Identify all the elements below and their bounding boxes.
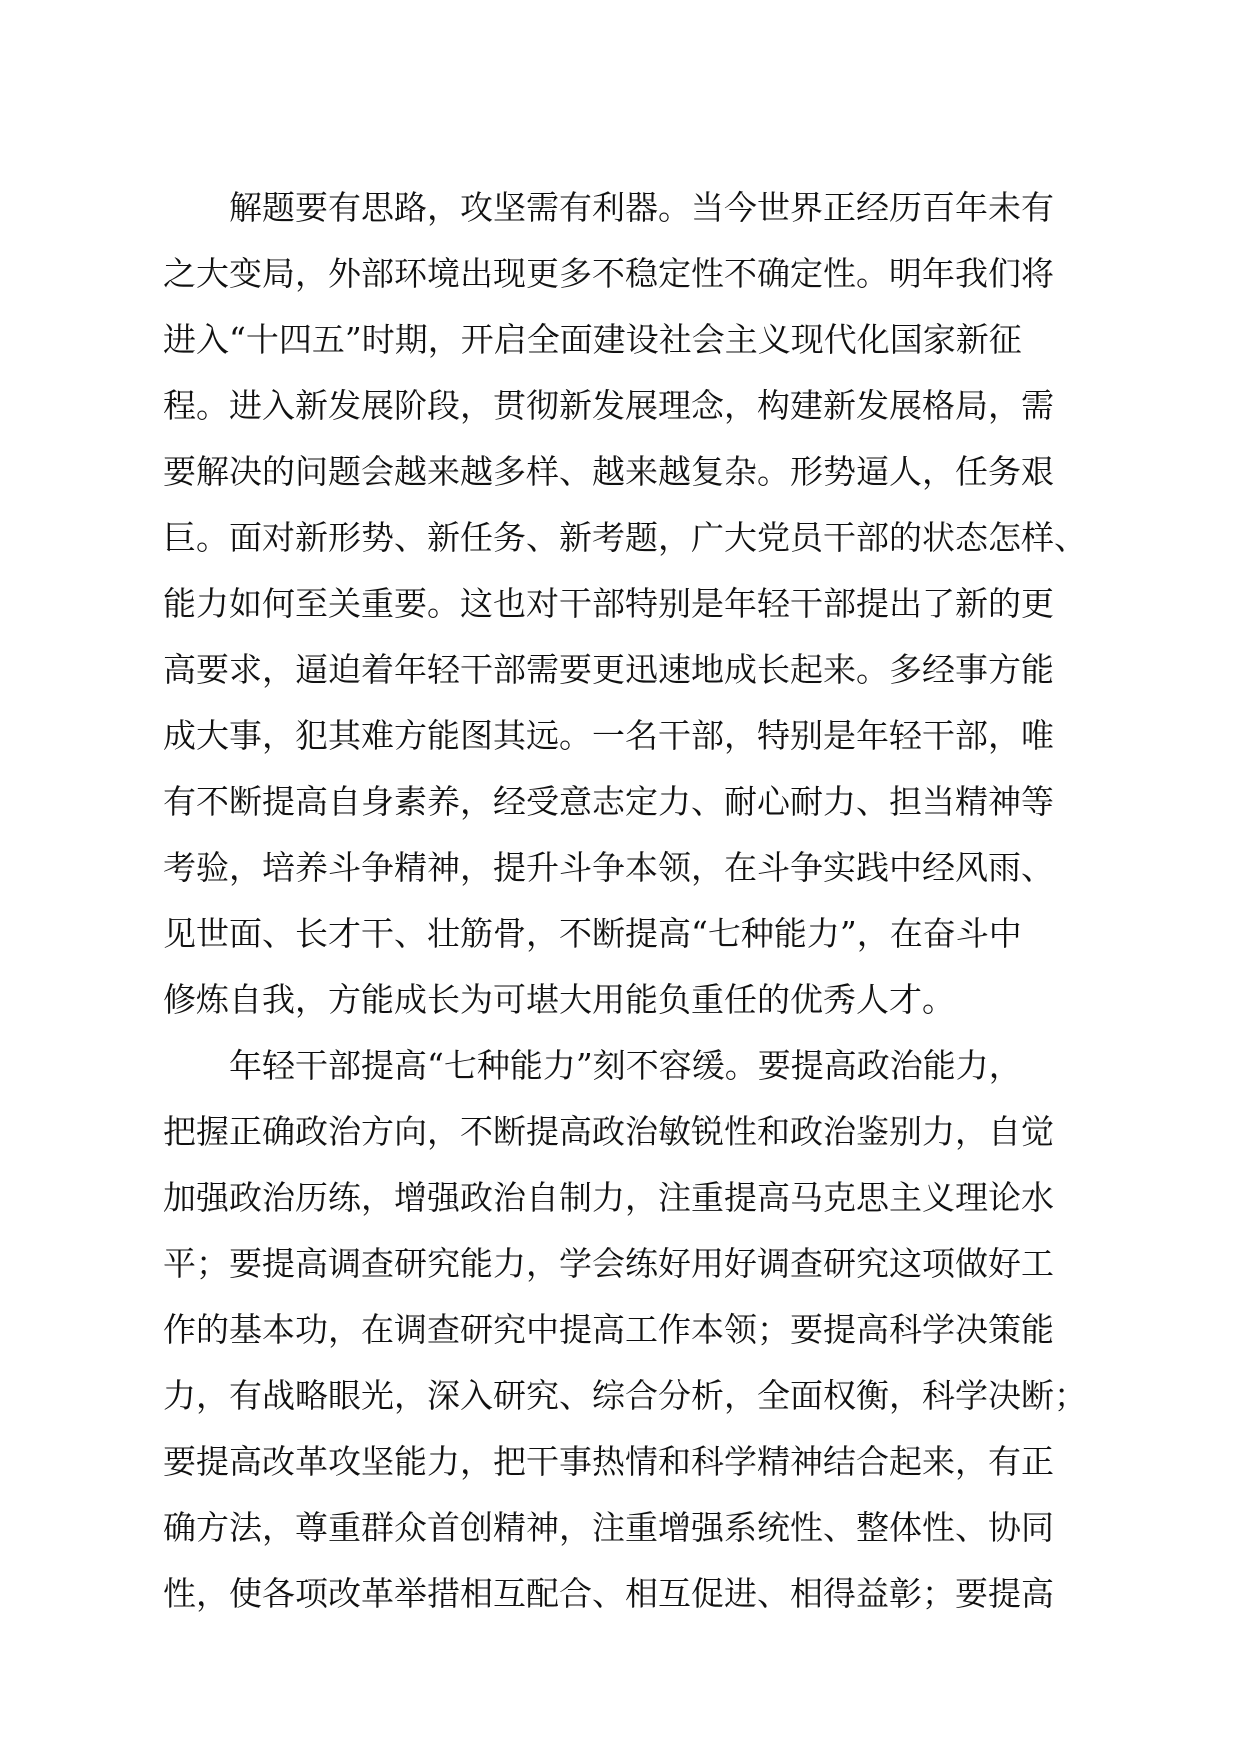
paragraph-1-line-8: 高要求，逼迫着年轻干部需要更迅速地成长起来。多经事方能 [163,650,1054,689]
paragraph-1-line-7: 能力如何至关重要。这也对干部特别是年轻干部提出了新的更 [163,584,1054,623]
paragraph-2-line-6: 力，有战略眼光，深入研究、综合分析，全面权衡，科学决断； [163,1376,1087,1415]
paragraph-1-line-10: 有不断提高自身素养，经受意志定力、耐心耐力、担当精神等 [163,782,1054,821]
paragraph-2-line-3: 加强政治历练，增强政治自制力，注重提高马克思主义理论水 [163,1178,1054,1217]
paragraph-2-line-9: 性，使各项改革举措相互配合、相互促进、相得益彰；要提高 [163,1574,1054,1613]
paragraph-1-line-6: 巨。面对新形势、新任务、新考题，广大党员干部的状态怎样、 [163,518,1087,557]
paragraph-1-line-11: 考验，培养斗争精神，提升斗争本领，在斗争实践中经风雨、 [163,848,1054,887]
paragraph-1-line-12: 见世面、长才干、壮筋骨，不断提高“七种能力”，在奋斗中 [163,914,1022,953]
paragraph-1-line-1: 解题要有思路，攻坚需有利器。当今世界正经历百年未有 [229,188,1054,227]
paragraph-2-line-5: 作的基本功，在调查研究中提高工作本领；要提高科学决策能 [163,1310,1054,1349]
document-body [163,175,1093,1627]
paragraph-2-line-2: 把握正确政治方向，不断提高政治敏锐性和政治鉴别力，自觉 [163,1112,1054,1151]
paragraph-2-line-7: 要提高改革攻坚能力，把干事热情和科学精神结合起来，有正 [163,1442,1054,1481]
paragraph-1-line-13: 修炼自我，方能成长为可堪大用能负重任的优秀人才。 [163,980,955,1019]
paragraph-1-line-9: 成大事，犯其难方能图其远。一名干部，特别是年轻干部，唯 [163,716,1054,755]
paragraph-2-line-1: 年轻干部提高“七种能力”刻不容缓。要提高政治能力， [229,1046,1022,1085]
paragraph-1-line-3: 进入“十四五”时期，开启全面建设社会主义现代化国家新征 [163,320,1022,359]
paragraph-2-line-4: 平；要提高调查研究能力，学会练好用好调查研究这项做好工 [163,1244,1054,1283]
paragraph-1-line-5: 要解决的问题会越来越多样、越来越复杂。形势逼人，任务艰 [163,452,1054,491]
paragraph-1-line-4: 程。进入新发展阶段，贯彻新发展理念，构建新发展格局，需 [163,386,1054,425]
paragraph-2-line-8: 确方法，尊重群众首创精神，注重增强系统性、整体性、协同 [163,1508,1054,1547]
paragraph-1-line-2: 之大变局，外部环境出现更多不稳定性不确定性。明年我们将 [163,254,1054,293]
